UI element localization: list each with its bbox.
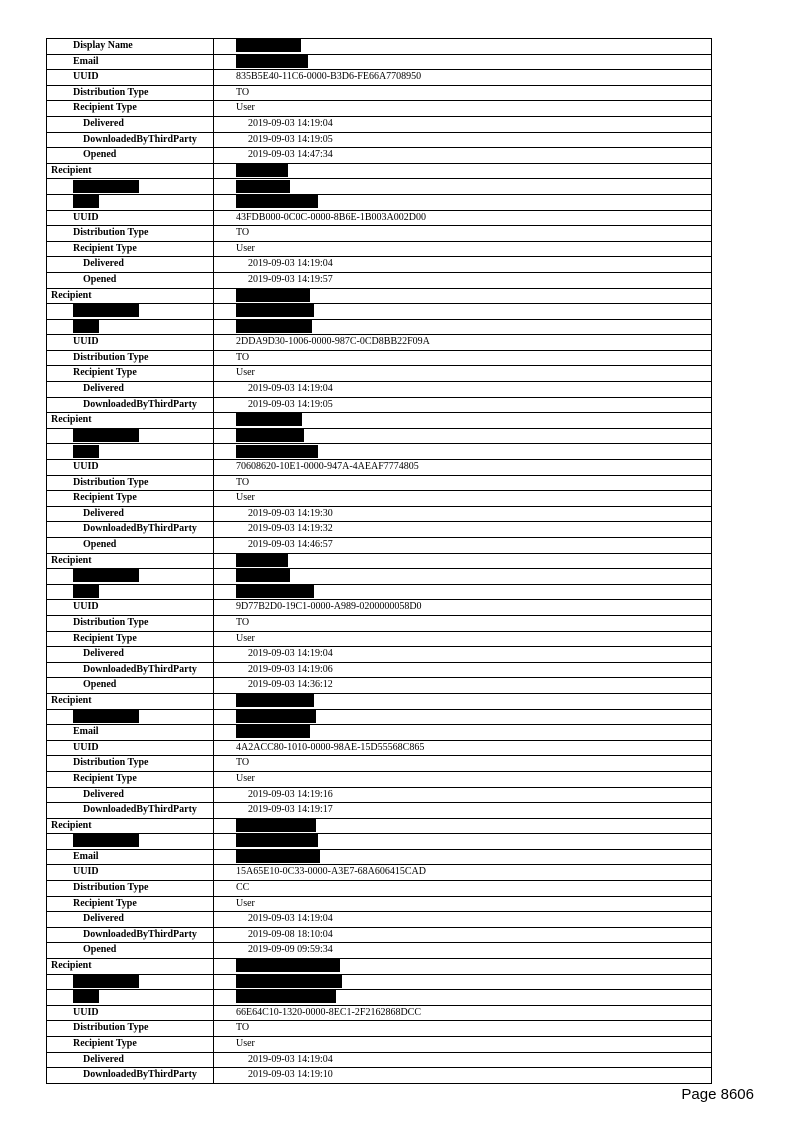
table-row: [47, 959, 712, 975]
field-value: [214, 818, 712, 834]
field-label: Distribution Type: [47, 881, 214, 897]
table-row: [47, 943, 712, 959]
field-label: Distribution Type: [47, 756, 214, 772]
field-value: 70608620-10E1-0000-947A-4AEAF7774805: [214, 460, 712, 476]
field-label: [47, 444, 214, 460]
field-value: 2019-09-03 14:47:34: [214, 148, 712, 164]
field-value: [214, 974, 712, 990]
field-label: Distribution Type: [47, 615, 214, 631]
field-label: Recipient: [47, 693, 214, 709]
field-value: 15A65E10-0C33-0000-A3E7-68A606415CAD: [214, 865, 712, 881]
table-row: [47, 912, 712, 928]
field-value: 2019-09-03 14:19:04: [214, 647, 712, 663]
table-row: [47, 85, 712, 101]
table-row: [47, 693, 712, 709]
field-label: [47, 974, 214, 990]
field-value: [214, 584, 712, 600]
table-row: [47, 662, 712, 678]
table-row: [47, 756, 712, 772]
redaction-block: [236, 710, 316, 723]
field-label: Opened: [47, 272, 214, 288]
redaction-block: [73, 429, 139, 442]
redaction-block: [73, 975, 139, 988]
field-label: Delivered: [47, 257, 214, 273]
table-row: [47, 647, 712, 663]
field-value: [214, 319, 712, 335]
field-label: DownloadedByThirdParty: [47, 397, 214, 413]
field-value: 9D77B2D0-19C1-0000-A989-0200000058D0: [214, 600, 712, 616]
table-row: [47, 740, 712, 756]
table-row: [47, 382, 712, 398]
field-value: TO: [214, 85, 712, 101]
redaction-block: [236, 413, 302, 426]
table-row: [47, 927, 712, 943]
table-row: [47, 990, 712, 1006]
redaction-block: [236, 304, 314, 317]
redaction-block: [73, 195, 99, 208]
field-value: [214, 693, 712, 709]
redaction-block: [73, 445, 99, 458]
redaction-block: [73, 304, 139, 317]
field-label: Recipient: [47, 553, 214, 569]
field-label: DownloadedByThirdParty: [47, 662, 214, 678]
field-label: UUID: [47, 70, 214, 86]
field-value: [214, 428, 712, 444]
table-row: [47, 350, 712, 366]
table-row: [47, 896, 712, 912]
field-label: UUID: [47, 460, 214, 476]
field-value: [214, 725, 712, 741]
field-label: UUID: [47, 335, 214, 351]
field-value: [214, 163, 712, 179]
field-value: 2019-09-09 09:59:34: [214, 943, 712, 959]
field-value: 2019-09-03 14:19:04: [214, 382, 712, 398]
redaction-block: [236, 195, 318, 208]
field-value: 2019-09-03 14:46:57: [214, 538, 712, 554]
field-value: 2019-09-03 14:19:05: [214, 397, 712, 413]
field-value: User: [214, 491, 712, 507]
field-value: 835B5E40-11C6-0000-B3D6-FE66A7708950: [214, 70, 712, 86]
table-row: [47, 787, 712, 803]
field-value: [214, 990, 712, 1006]
field-label: Display Name: [47, 39, 214, 55]
table-row: [47, 569, 712, 585]
redaction-block: [236, 959, 340, 972]
table-row: [47, 70, 712, 86]
redaction-block: [236, 320, 312, 333]
field-label: Recipient Type: [47, 101, 214, 117]
redaction-block: [236, 585, 314, 598]
field-value: TO: [214, 1021, 712, 1037]
page-number: Page 8606: [681, 1086, 754, 1103]
table-row: [47, 506, 712, 522]
table-row: [47, 725, 712, 741]
redaction-block: [73, 569, 139, 582]
field-label: Distribution Type: [47, 226, 214, 242]
field-value: 43FDB000-0C0C-0000-8B6E-1B003A002D00: [214, 210, 712, 226]
field-value: 2019-09-03 14:19:05: [214, 132, 712, 148]
table-row: [47, 366, 712, 382]
field-value: User: [214, 1037, 712, 1053]
field-value: 2019-09-03 14:19:04: [214, 257, 712, 273]
redaction-block: [236, 725, 310, 738]
field-label: Email: [47, 725, 214, 741]
field-label: UUID: [47, 865, 214, 881]
table-row: [47, 194, 712, 210]
table-row: [47, 132, 712, 148]
field-value: [214, 39, 712, 55]
table-row: [47, 241, 712, 257]
table-row: [47, 39, 712, 55]
table-row: [47, 1052, 712, 1068]
field-label: Distribution Type: [47, 350, 214, 366]
redaction-block: [236, 850, 320, 863]
field-label: Email: [47, 54, 214, 70]
table-row: [47, 709, 712, 725]
field-value: 2019-09-03 14:19:04: [214, 912, 712, 928]
recipient-details-table: [46, 38, 712, 1084]
field-label: Recipient Type: [47, 631, 214, 647]
field-value: User: [214, 771, 712, 787]
table-row: [47, 600, 712, 616]
field-value: 66E64C10-1320-0000-8EC1-2F2162868DCC: [214, 1005, 712, 1021]
field-value: [214, 569, 712, 585]
field-label: UUID: [47, 1005, 214, 1021]
field-label: [47, 569, 214, 585]
field-value: [214, 709, 712, 725]
redaction-block: [73, 585, 99, 598]
table-row: [47, 397, 712, 413]
table-row: [47, 179, 712, 195]
field-value: 2019-09-03 14:19:30: [214, 506, 712, 522]
field-label: Recipient: [47, 288, 214, 304]
table-row: [47, 460, 712, 476]
table-row: [47, 771, 712, 787]
field-value: [214, 834, 712, 850]
field-label: Distribution Type: [47, 475, 214, 491]
field-value: 4A2ACC80-1010-0000-98AE-15D55568C865: [214, 740, 712, 756]
field-label: Recipient: [47, 818, 214, 834]
field-value: CC: [214, 881, 712, 897]
redaction-block: [236, 180, 290, 193]
field-label: Delivered: [47, 506, 214, 522]
table-row: [47, 319, 712, 335]
field-value: 2019-09-03 14:36:12: [214, 678, 712, 694]
field-label: Distribution Type: [47, 85, 214, 101]
table-row: [47, 553, 712, 569]
table-row: [47, 584, 712, 600]
table-row: [47, 304, 712, 320]
table-row: [47, 615, 712, 631]
redaction-block: [236, 445, 318, 458]
field-label: DownloadedByThirdParty: [47, 803, 214, 819]
field-value: [214, 553, 712, 569]
field-value: [214, 304, 712, 320]
redaction-block: [73, 180, 139, 193]
field-value: TO: [214, 475, 712, 491]
field-label: Distribution Type: [47, 1021, 214, 1037]
redaction-block: [236, 554, 288, 567]
table-row: [47, 335, 712, 351]
field-label: Delivered: [47, 116, 214, 132]
field-value: 2019-09-03 14:19:04: [214, 1052, 712, 1068]
redaction-block: [236, 39, 301, 52]
table-row: [47, 54, 712, 70]
field-value: TO: [214, 756, 712, 772]
field-value: 2019-09-03 14:19:32: [214, 522, 712, 538]
field-label: Recipient Type: [47, 241, 214, 257]
field-label: Recipient Type: [47, 1037, 214, 1053]
field-label: Delivered: [47, 912, 214, 928]
table-row: [47, 974, 712, 990]
field-value: [214, 54, 712, 70]
field-value: 2019-09-03 14:19:57: [214, 272, 712, 288]
field-label: [47, 179, 214, 195]
field-value: TO: [214, 615, 712, 631]
redaction-block: [236, 164, 288, 177]
table-row: [47, 226, 712, 242]
redaction-block: [236, 569, 290, 582]
field-value: 2019-09-03 14:19:10: [214, 1068, 712, 1084]
field-label: [47, 990, 214, 1006]
redaction-block: [236, 429, 304, 442]
table-row: [47, 881, 712, 897]
field-value: [214, 179, 712, 195]
table-row: [47, 101, 712, 117]
field-value: [214, 288, 712, 304]
field-value: User: [214, 896, 712, 912]
table-row: [47, 818, 712, 834]
field-value: 2019-09-03 14:19:17: [214, 803, 712, 819]
field-value: [214, 194, 712, 210]
field-label: Delivered: [47, 647, 214, 663]
table-row: [47, 1037, 712, 1053]
redaction-block: [236, 975, 342, 988]
field-value: 2019-09-03 14:19:16: [214, 787, 712, 803]
field-label: DownloadedByThirdParty: [47, 927, 214, 943]
field-label: Delivered: [47, 787, 214, 803]
table-row: [47, 210, 712, 226]
table-row: [47, 1068, 712, 1084]
table-row: [47, 834, 712, 850]
field-value: 2019-09-08 18:10:04: [214, 927, 712, 943]
redaction-block: [236, 834, 318, 847]
table-row: [47, 1005, 712, 1021]
redaction-block: [236, 694, 314, 707]
table-row: [47, 444, 712, 460]
field-label: UUID: [47, 740, 214, 756]
field-label: Recipient: [47, 959, 214, 975]
table-row: [47, 148, 712, 164]
redaction-block: [236, 819, 316, 832]
table-body: [47, 39, 712, 1084]
field-label: Delivered: [47, 382, 214, 398]
field-label: Recipient Type: [47, 491, 214, 507]
redaction-block: [73, 710, 139, 723]
table-row: [47, 522, 712, 538]
table-row: [47, 288, 712, 304]
table-row: [47, 475, 712, 491]
redaction-block: [236, 55, 308, 68]
field-label: Recipient Type: [47, 366, 214, 382]
redaction-block: [236, 289, 310, 302]
table-row: [47, 1021, 712, 1037]
table-row: [47, 272, 712, 288]
field-value: [214, 849, 712, 865]
field-label: [47, 428, 214, 444]
field-value: TO: [214, 350, 712, 366]
redaction-block: [73, 834, 139, 847]
field-label: Email: [47, 849, 214, 865]
field-label: Recipient Type: [47, 896, 214, 912]
field-label: DownloadedByThirdParty: [47, 132, 214, 148]
table-row: [47, 803, 712, 819]
field-value: User: [214, 241, 712, 257]
table-row: [47, 538, 712, 554]
field-label: Opened: [47, 943, 214, 959]
field-label: Delivered: [47, 1052, 214, 1068]
field-label: DownloadedByThirdParty: [47, 1068, 214, 1084]
table-row: [47, 163, 712, 179]
field-value: [214, 959, 712, 975]
field-value: [214, 444, 712, 460]
field-label: UUID: [47, 600, 214, 616]
table-row: [47, 257, 712, 273]
table-row: [47, 116, 712, 132]
field-value: 2DDA9D30-1006-0000-987C-0CD8BB22F09A: [214, 335, 712, 351]
table-row: [47, 678, 712, 694]
field-value: User: [214, 366, 712, 382]
field-label: UUID: [47, 210, 214, 226]
field-label: Recipient: [47, 163, 214, 179]
field-label: [47, 304, 214, 320]
redaction-block: [73, 990, 99, 1003]
field-value: 2019-09-03 14:19:06: [214, 662, 712, 678]
redaction-block: [236, 990, 336, 1003]
table-row: [47, 631, 712, 647]
field-label: Opened: [47, 148, 214, 164]
redaction-block: [73, 320, 99, 333]
field-label: [47, 584, 214, 600]
field-label: Recipient: [47, 413, 214, 429]
field-label: [47, 834, 214, 850]
field-label: Recipient Type: [47, 771, 214, 787]
table-row: [47, 413, 712, 429]
table-row: [47, 491, 712, 507]
field-label: Opened: [47, 538, 214, 554]
field-value: [214, 413, 712, 429]
field-value: TO: [214, 226, 712, 242]
field-value: User: [214, 101, 712, 117]
table-row: [47, 428, 712, 444]
field-label: Opened: [47, 678, 214, 694]
table-row: [47, 865, 712, 881]
field-label: [47, 194, 214, 210]
field-label: [47, 319, 214, 335]
field-value: 2019-09-03 14:19:04: [214, 116, 712, 132]
field-label: DownloadedByThirdParty: [47, 522, 214, 538]
field-label: [47, 709, 214, 725]
field-value: User: [214, 631, 712, 647]
table-row: [47, 849, 712, 865]
